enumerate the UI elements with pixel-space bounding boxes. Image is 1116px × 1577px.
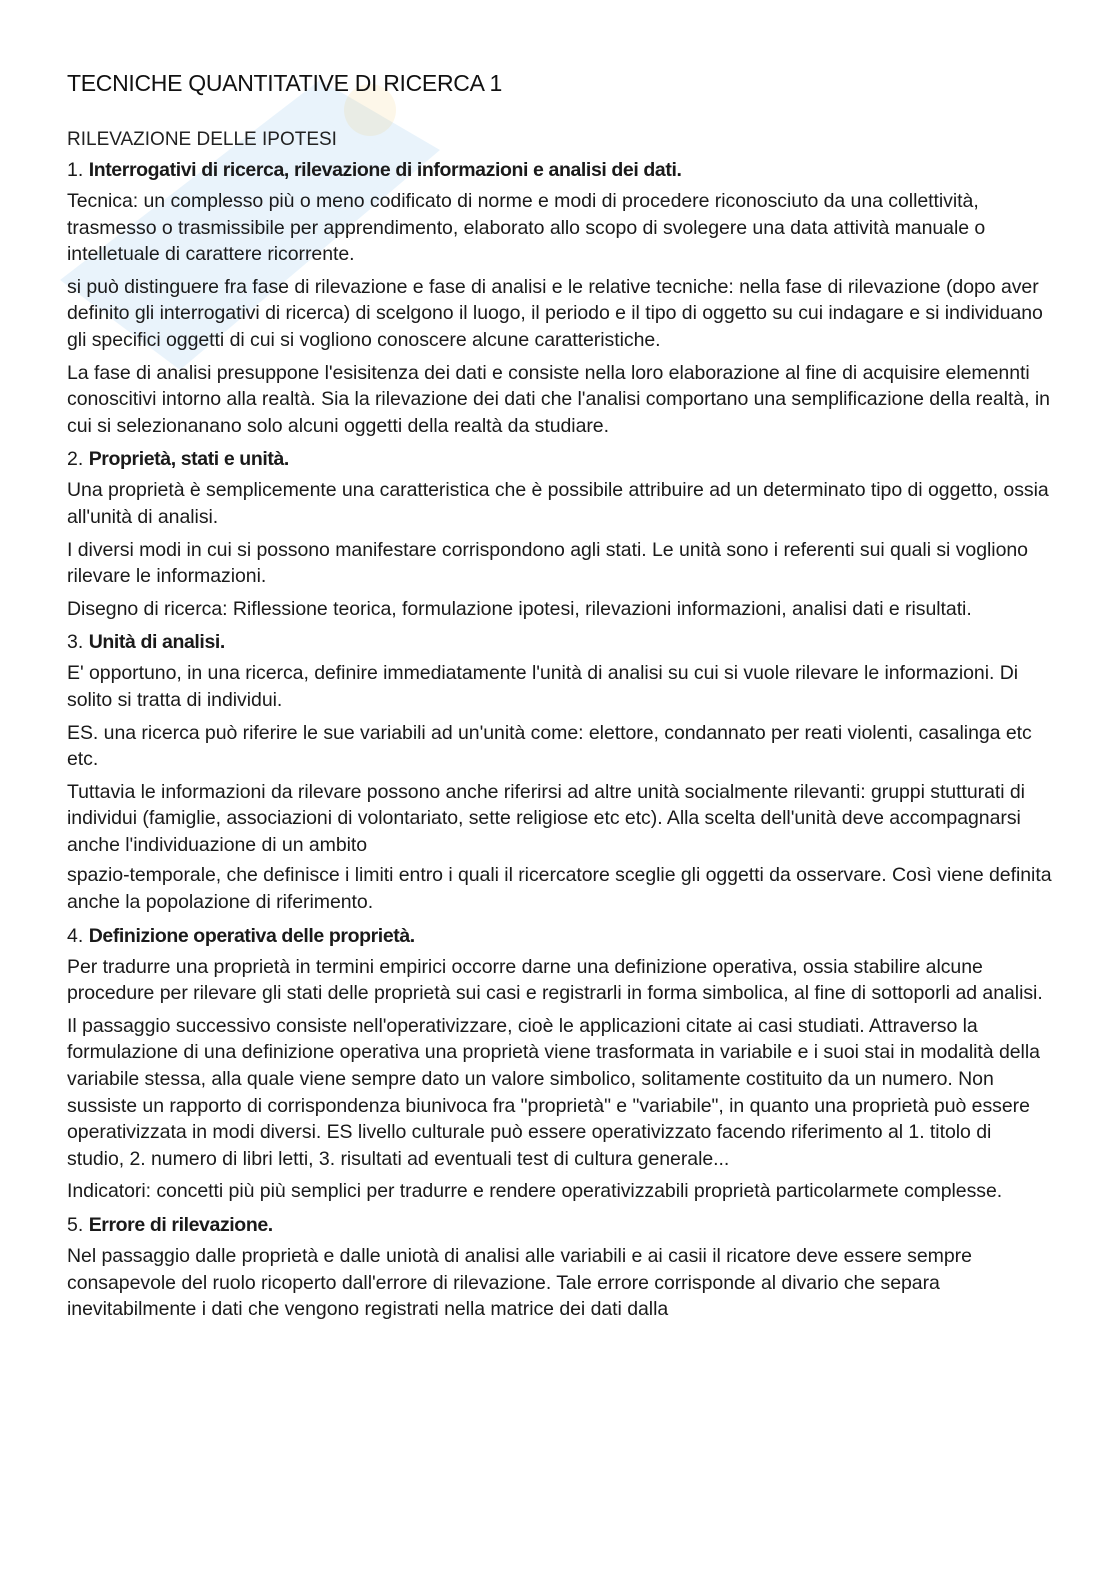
section-number: 5.: [67, 1214, 84, 1236]
paragraph: ES. una ricerca può riferire le sue variabili ad un'unità come: elettore, condannato per reati violenti, casalinga etc etc.: [67, 721, 1032, 771]
paragraph: La fase di analisi presuppone l'esisitenza dei dati e consiste nella loro elaborazione al fine di acquisire elemennti conoscitivi intorno alla realtà. Sia la rilevazione dei dati che l'analisi comportano una semplificazione della realtà, in cui si selezionanano solo alcuni oggetti della realtà da studiare.: [67, 361, 1050, 437]
paragraph: Tuttavia le informazioni da rilevare possono anche riferirsi ad altre unità socialmente rilevanti: gruppi stutturati di individui (famiglie, associazioni di volontariato, sette religiose etc etc). Alla scelta dell'unità deve accompagnarsi anche l'individuazione di un ambito: [67, 780, 1025, 856]
paragraph: spazio-temporale, che definisce i limiti entro i quali il ricercatore sceglie gli oggetti da osservare. Così viene definita anche la popolazione di riferimento.: [67, 864, 1052, 914]
section-title: Errore di rilevazione.: [88, 1214, 273, 1236]
section-heading-4: [67, 922, 1052, 950]
paragraph: Nel passaggio dalle proprietà e dalle uniotà di analisi alle variabili e ai casii il ricatore deve essere sempre consapevole del ruolo ricoperto dall'errore di rilevazione. Tale errore corrisponde al divario che separa inevitabilmente i dati che vengono registrati nella matrice dei dati dalla: [67, 1245, 972, 1321]
section-title: Unità di analisi.: [88, 631, 225, 654]
section-heading-2: [67, 445, 1052, 473]
section-title: Proprietà, stati e unità.: [88, 448, 289, 471]
section-number: 4.: [67, 924, 84, 947]
section-number: 1.: [67, 159, 84, 181]
paragraph: Tecnica: un complesso più o meno codificato di norme e modi di procedere riconosciuto da una collettività, trasmesso o trasmissibile per apprendimento, elaborato allo scopo di svolegere una data attività manuale o intelletuale di carattere ricorrente.: [67, 190, 986, 266]
section-number: 3.: [67, 631, 84, 654]
section-heading-3: [67, 628, 1052, 656]
paragraph: Il passaggio successivo consiste nell'operativizzare, cioè le applicazioni citate ai casi studiati. Attraverso la formulazione di una definizione operativa una proprietà viene trasformata in variabile e i suoi stai in modalità della variabile stessa, alla quale viene sempre dato un valore simbolico, solitamente costituito da un numero. Non sussiste un rapporto di corrispondenza biunivoca fra "proprietà" e "variabile", in quanto una proprietà può essere operativizzata in modi diversi. ES livello culturale può essere operativizzato facendo riferimento al 1. titolo di studio, 2. numero di libri letti, 3. risultati ad eventuali test di cultura generale...: [67, 1014, 1040, 1170]
section-number: 2.: [67, 448, 84, 471]
section-label: RILEVAZIONE DELLE IPOTESI: [67, 129, 337, 150]
document-title: TECNICHE QUANTITATIVE DI RICERCA 1: [67, 70, 502, 96]
section-heading-1: [67, 156, 1052, 184]
section-title: Interrogativi di ricerca, rilevazione di informazioni e analisi dei dati.: [88, 159, 682, 181]
paragraph: Per tradurre una proprietà in termini empirici occorre darne una definizione operativa, ossia stabilire alcune procedure per rilevare gli stati delle proprietà sui casi e registrarli in forma simbolica, al fine di sottoporli ad analisi.: [67, 955, 1043, 1005]
document-page: [67, 66, 1052, 1329]
paragraph: si può distinguere fra fase di rilevazione e fase di analisi e le relative tecniche: nella fase di rilevazione (dopo aver definito gli interrogativi di ricerca) di scelgono il luogo, il periodo e il tipo di oggetto su cui indagare e si individuano gli specifici oggetti di cui si vogliono conoscere alcune caratteristiche.: [67, 275, 1043, 351]
section-heading-5: [67, 1211, 1052, 1239]
paragraph: Una proprietà è semplicemente una caratteristica che è possibile attribuire ad un determinato tipo di oggetto, ossia all'unità di analisi.: [67, 479, 1049, 528]
paragraph: E' opportuno, in una ricerca, definire immediatamente l'unità di analisi su cui si vuole rilevare le informazioni. Di solito si tratta di individui.: [67, 662, 1019, 711]
section-title: Definizione operativa delle proprietà.: [88, 924, 415, 947]
paragraph: Disegno di ricerca: Riflessione teorica, formulazione ipotesi, rilevazioni informazioni, analisi dati e risultati.: [67, 597, 972, 620]
paragraph: Indicatori: concetti più più semplici per tradurre e rendere operativizzabili proprietà particolarmete complesse.: [67, 1180, 1003, 1203]
paragraph: I diversi modi in cui si possono manifestare corrispondono agli stati. Le unità sono i referenti sui quali si vogliono rilevare le informazioni.: [67, 538, 1028, 588]
